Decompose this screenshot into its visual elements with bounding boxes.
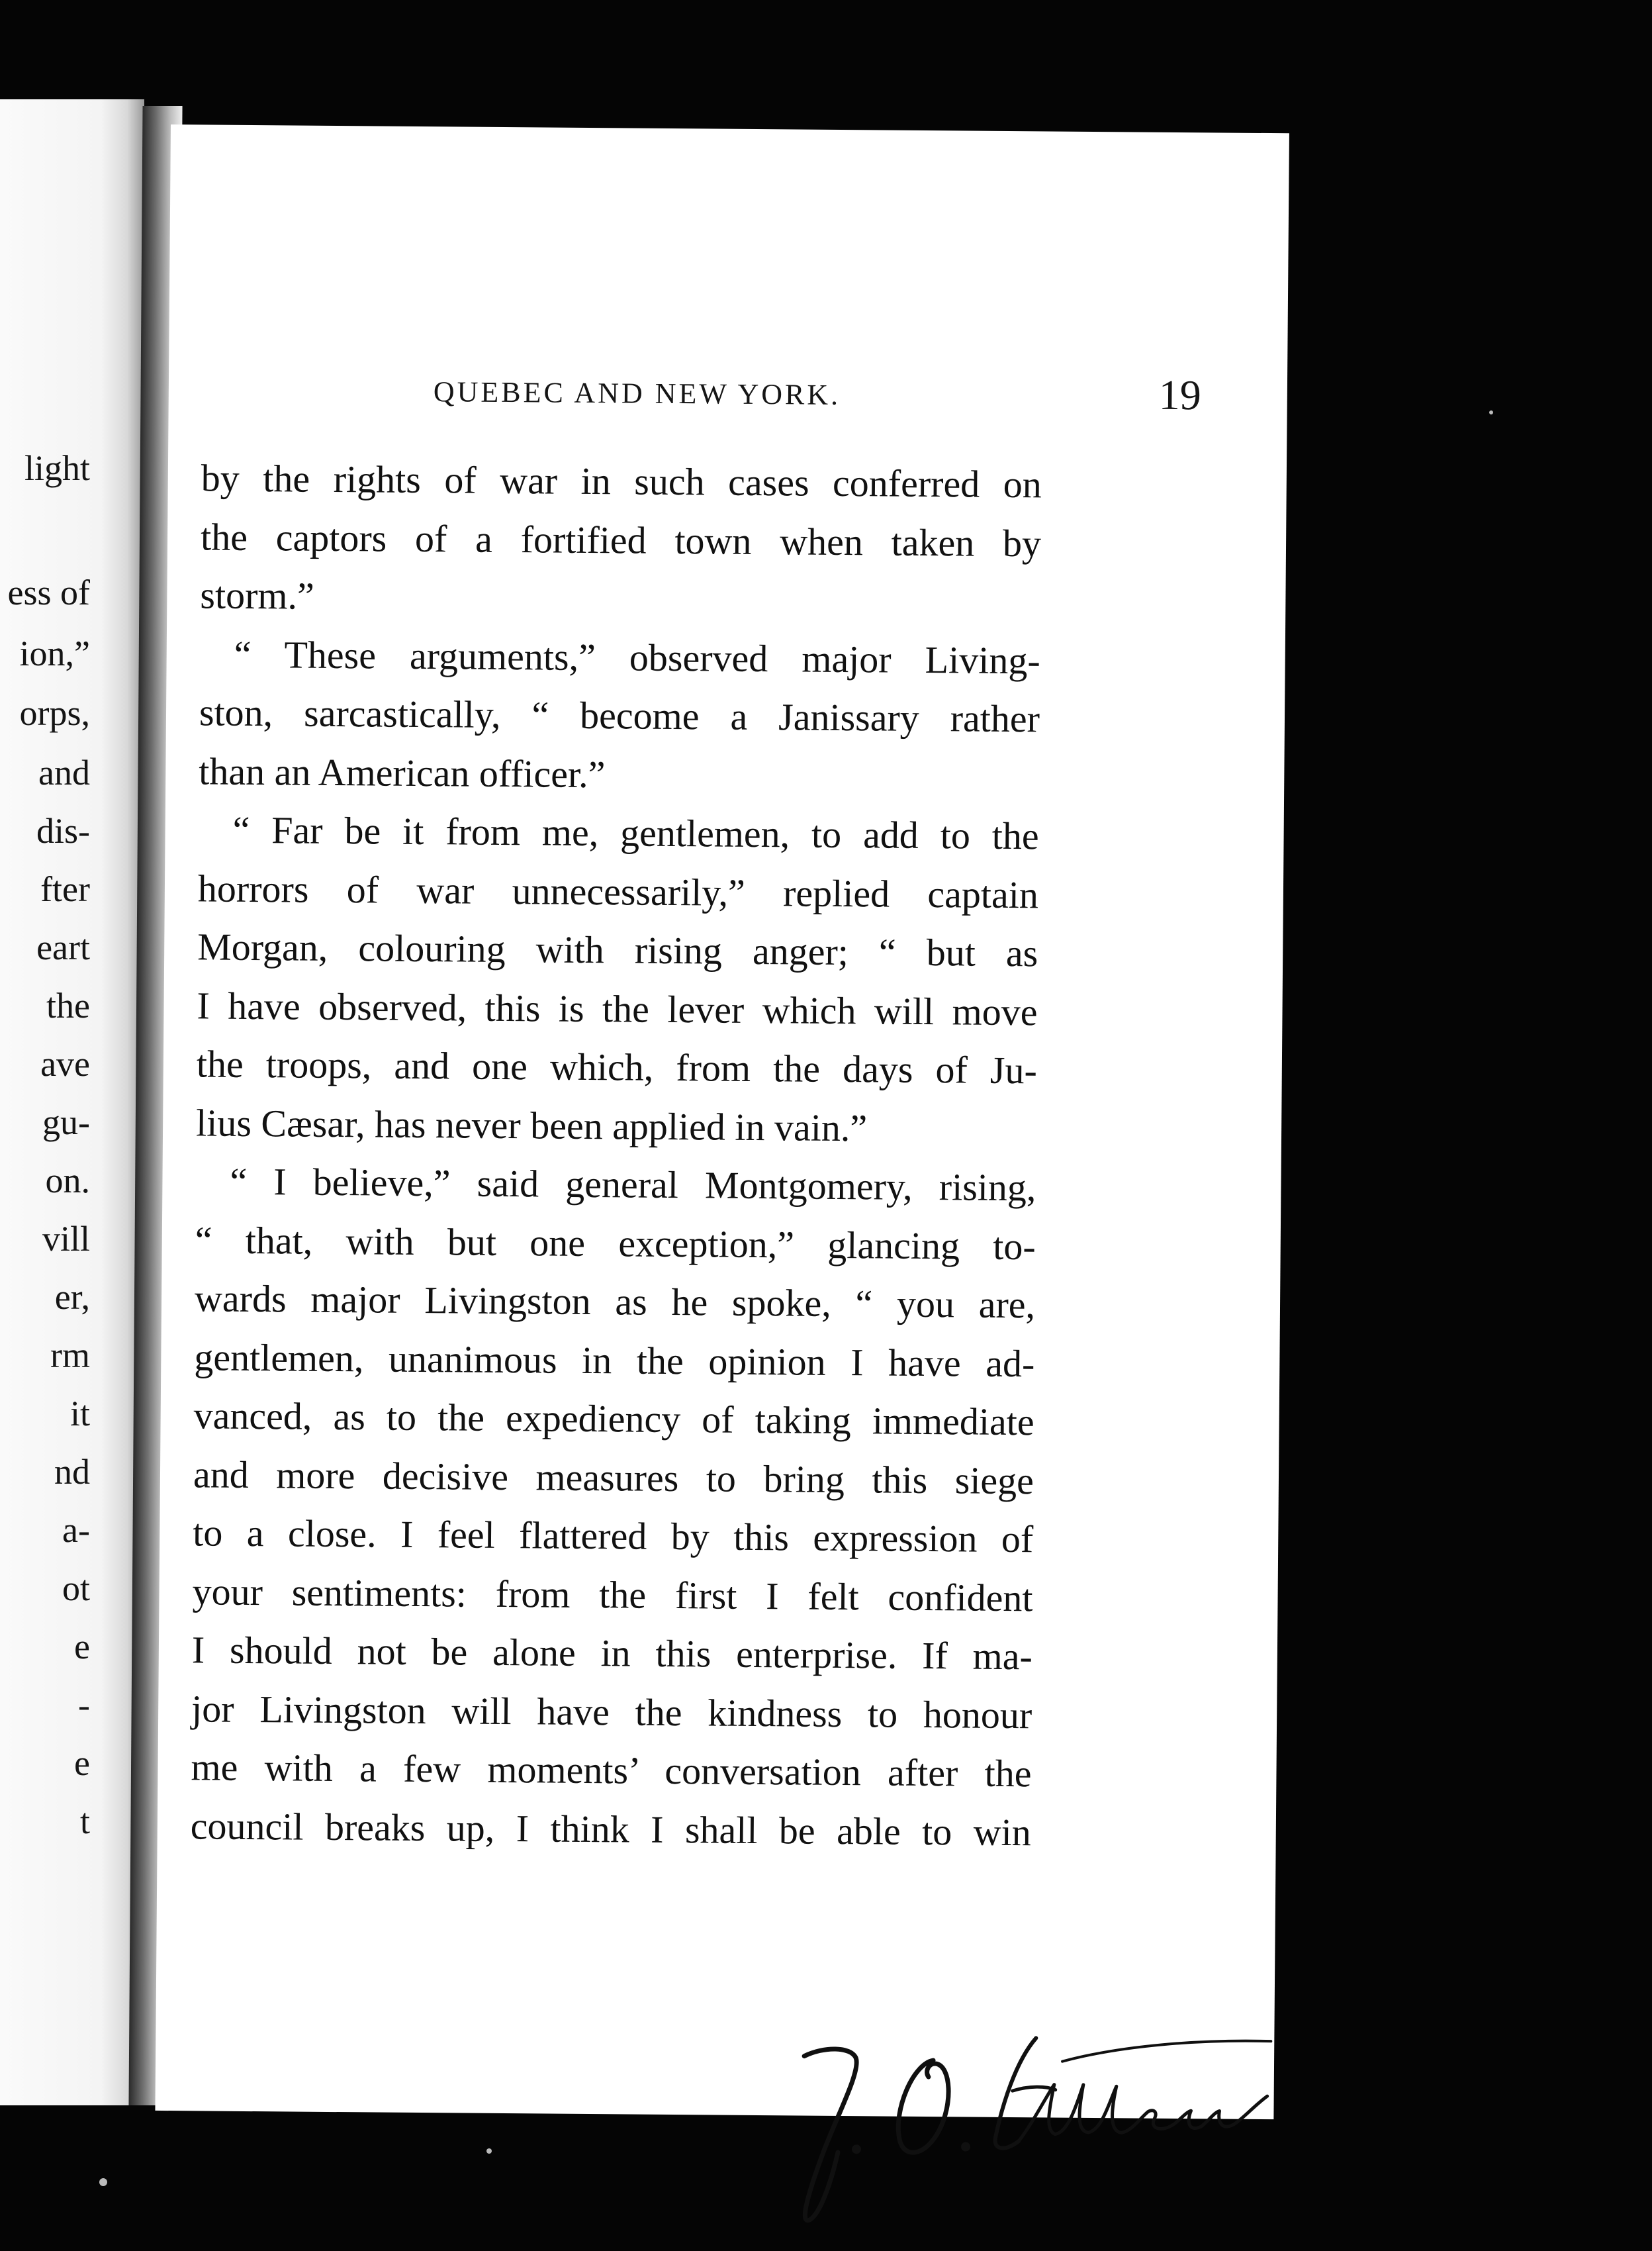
left-page-fragment: ess of xyxy=(7,573,90,612)
text-line: gentlemen, unanimous in the opinion I have ad- xyxy=(194,1335,1035,1385)
running-head: QUEBEC AND NEW YORK. xyxy=(433,375,841,411)
text-line: vanced, as to the expediency of taking immediate xyxy=(193,1394,1034,1444)
text-line: “ Far be it from me, gentlemen, to add to the xyxy=(232,808,1039,858)
left-page-fragment: gu- xyxy=(42,1102,90,1142)
text-line: jor Livingston will have the kindness to honour xyxy=(191,1686,1032,1737)
text-line: “ I believe,” said general Montgomery, rising, xyxy=(230,1159,1036,1210)
left-page-fragment: and xyxy=(38,753,90,792)
left-page-fragment: rm xyxy=(50,1335,90,1375)
text-line: ston, sarcastically, “ become a Janissary rather xyxy=(199,691,1040,741)
paper-speck xyxy=(1489,410,1493,414)
page-content xyxy=(181,124,1256,2119)
text-line: I have observed, this is the lever which will move xyxy=(197,983,1038,1033)
left-page-fragment: the xyxy=(46,986,90,1026)
left-page-fragment: eart xyxy=(36,928,90,967)
text-line: me with a few moments’ conversation after the xyxy=(191,1745,1032,1796)
left-page-fragment: er, xyxy=(54,1277,90,1317)
paper-speck xyxy=(99,2178,107,2186)
handwritten-signature xyxy=(776,2009,1281,2232)
text-line: “ that, with but one exception,” glancing to- xyxy=(195,1218,1036,1268)
left-page-fragment: orps, xyxy=(19,693,90,733)
left-page-fragment: e xyxy=(74,1627,90,1666)
text-line: horrors of war unnecessarily,” replied captain xyxy=(197,866,1039,916)
left-page-fragment: dis- xyxy=(36,811,90,851)
left-page-fragment: - xyxy=(78,1685,90,1725)
left-page-fragment: nd xyxy=(54,1452,90,1492)
text-line: storm.” xyxy=(200,573,315,618)
text-line: wards major Livingston as he spoke, “ you are, xyxy=(194,1276,1036,1327)
left-page-fragment: a- xyxy=(62,1510,90,1550)
text-line: lius Cæsar, has never been applied in vain.” xyxy=(195,1100,868,1149)
text-line: Morgan, colouring with rising anger; “ but as xyxy=(197,925,1038,975)
text-line: I should not be alone in this enterprise. If ma- xyxy=(191,1628,1033,1678)
text-line: your sentiments: from the first I felt confident xyxy=(192,1569,1033,1619)
text-line: than an American officer.” xyxy=(199,749,606,796)
left-page-fragment: ion,” xyxy=(19,634,90,673)
left-page-fragment: fter xyxy=(40,869,90,909)
book-page xyxy=(155,124,1289,2119)
left-page-fragment: it xyxy=(69,1394,90,1433)
left-page-fragment: ave xyxy=(40,1044,90,1084)
left-page-fragment: light xyxy=(24,448,90,488)
page-number: 19 xyxy=(1158,371,1202,419)
text-line: to a close. I feel flattered by this expression of xyxy=(193,1511,1034,1561)
text-line: the captors of a fortified town when taken by xyxy=(200,514,1042,565)
paper-speck xyxy=(486,2148,492,2154)
left-page-fragment: ot xyxy=(62,1568,90,1608)
text-line: council breaks up, I think I shall be able to win xyxy=(190,1803,1032,1854)
left-page-fragment: on. xyxy=(45,1161,90,1200)
previous-page-edge xyxy=(0,99,144,2105)
left-page-fragment: e xyxy=(74,1743,90,1783)
text-line: “ These arguments,” observed major Living- xyxy=(234,632,1040,682)
text-line: by the rights of war in such cases conferred on xyxy=(201,456,1042,506)
text-line: the troops, and one which, from the days of Ju- xyxy=(196,1042,1038,1092)
text-line: and more decisive measures to bring this siege xyxy=(193,1452,1034,1502)
left-page-fragment: t xyxy=(79,1801,90,1841)
body-text xyxy=(183,449,1042,1862)
left-page-fragment: vill xyxy=(42,1219,90,1259)
